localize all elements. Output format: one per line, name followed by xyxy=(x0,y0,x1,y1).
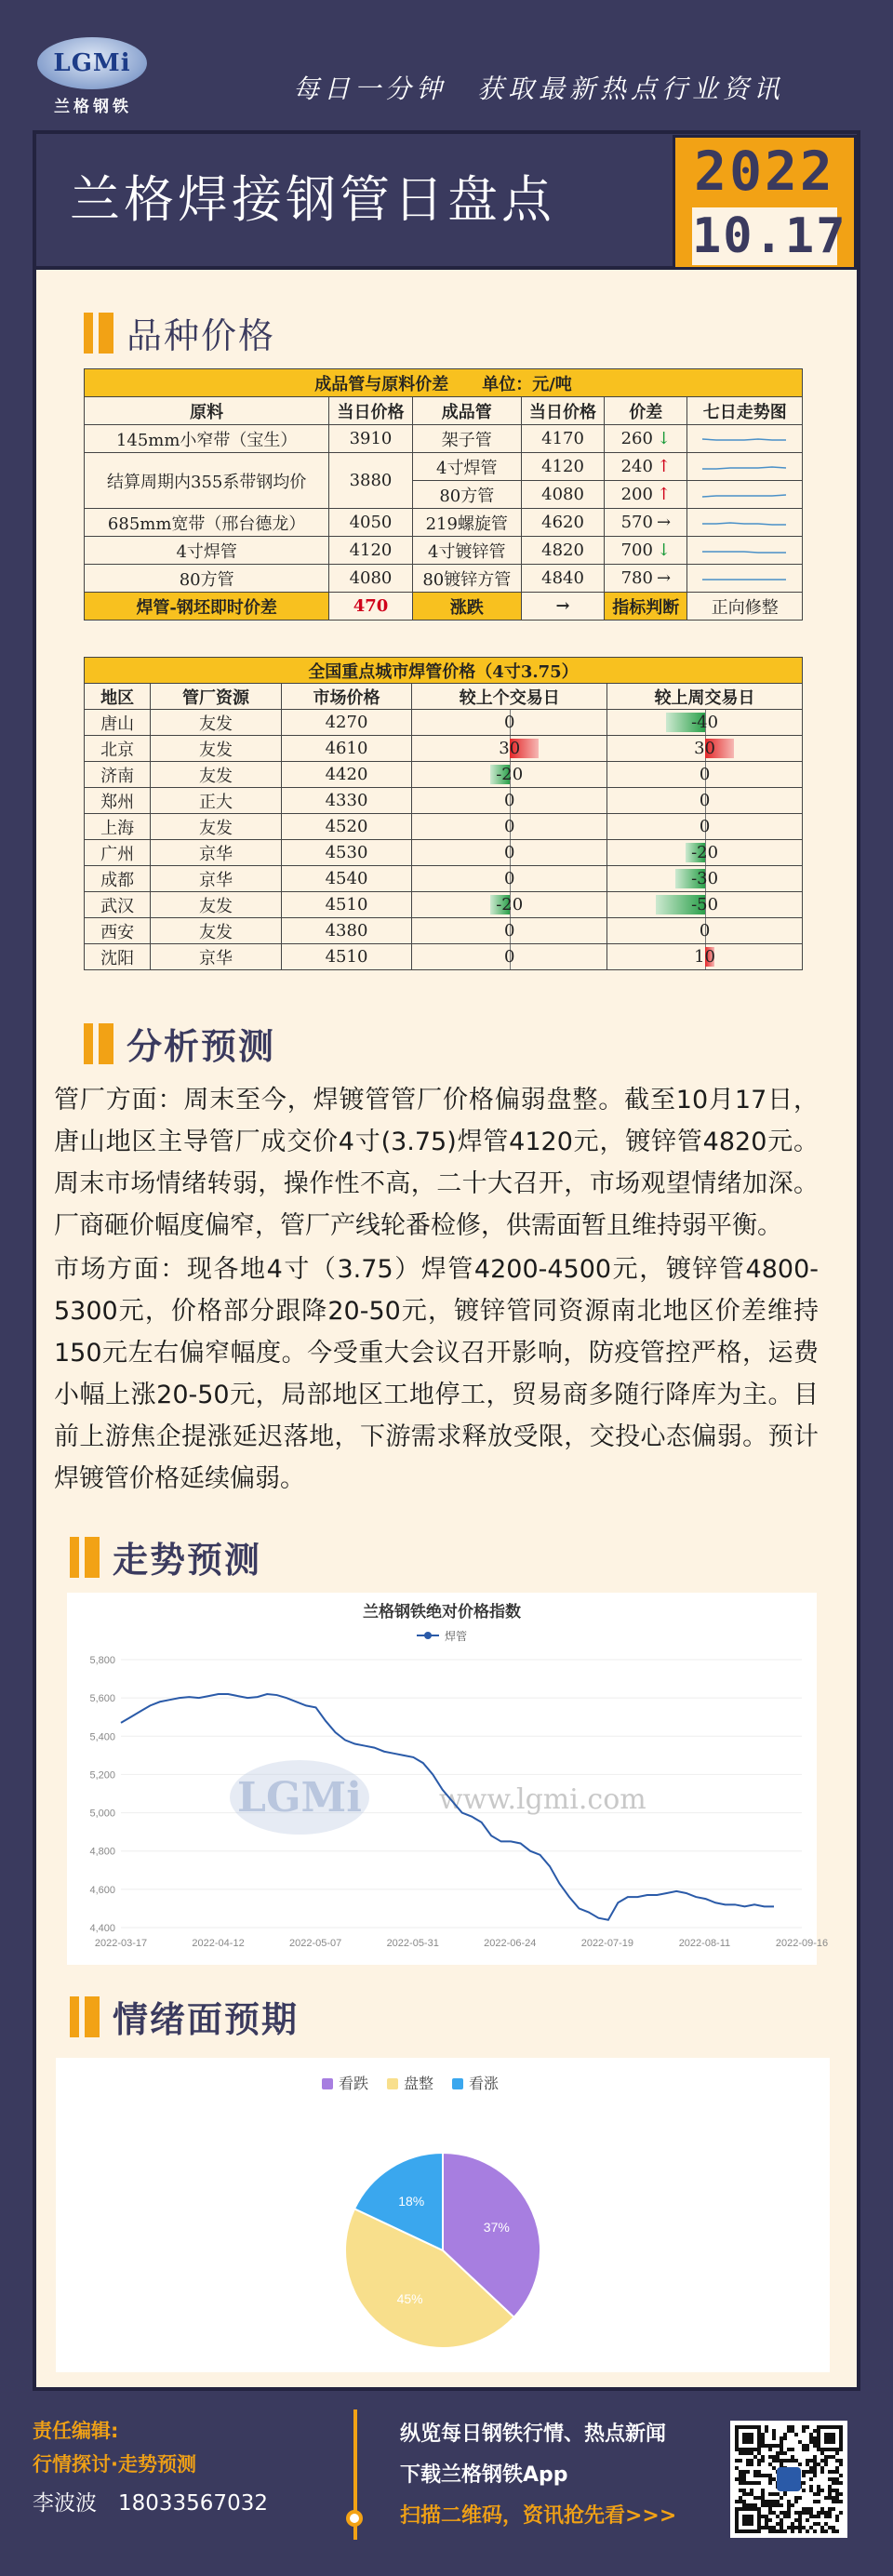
judge-value: 正向修整 xyxy=(687,593,803,621)
market-price: 4420 xyxy=(281,762,412,788)
product: 80镀锌方管 xyxy=(412,565,521,593)
spread-value: 780 xyxy=(620,568,653,588)
raw-material: 145mm小窄带（宝生） xyxy=(85,425,329,453)
change-vs-prev-week xyxy=(607,788,803,814)
table-row xyxy=(85,425,803,453)
change-vs-prev-week xyxy=(607,840,803,866)
slice-label: 45% xyxy=(396,2291,423,2307)
section-trend-header xyxy=(70,1531,261,1582)
promo-line-3[interactable]: 扫描二维码，资讯抢先看>>> xyxy=(400,2504,677,2528)
change-value: → xyxy=(521,593,604,621)
raw-material: 结算周期内355系带钢均价 xyxy=(85,453,329,509)
change-value: 30 xyxy=(694,739,716,758)
change-vs-prev-day xyxy=(412,814,607,840)
column-header: 地区 xyxy=(85,684,151,710)
sparkline-graphic xyxy=(699,571,792,586)
legend-label: 盘整 xyxy=(404,2076,434,2092)
change-label: 涨跌 xyxy=(412,593,521,621)
trend-arrow-icon: ↓ xyxy=(656,429,672,448)
footer-editor xyxy=(33,2414,268,2520)
section-sentiment-header xyxy=(70,1991,299,2042)
pie-chart xyxy=(56,2058,830,2372)
date: 10.17 xyxy=(692,208,847,264)
change-value: 0 xyxy=(503,947,515,967)
x-tick-label: 2022-07-19 xyxy=(580,1938,633,1949)
sparkline xyxy=(687,481,803,509)
mill-resource: 京华 xyxy=(151,840,282,866)
page-title: 兰格焊接钢管日盘点 xyxy=(70,170,555,229)
slice-label: 18% xyxy=(398,2193,425,2209)
change-vs-prev-week xyxy=(607,918,803,944)
change-value: -20 xyxy=(691,843,719,862)
change-vs-prev-week xyxy=(607,866,803,892)
product: 架子管 xyxy=(412,425,521,453)
product: 4寸焊管 xyxy=(412,453,521,481)
paragraph-market: 市场方面：现各地4寸（3.75）焊管4200-4500元，镀锌管4800-5300元，价格部分跟降20-50元，镀锌管同资源南北地区价差维持150元左右偏窄幅度。今受重大会议召开影响，防疫管控严格，运费小幅上涨20-50元，局部地区工地停工，贸易商多随行降库为主。目前上游焦企提涨延迟落地，下游需求释放受限，交投心态偏弱。预计焊镀管价格延续偏弱。 xyxy=(54,1255,819,1493)
market-price: 4510 xyxy=(281,892,412,918)
x-tick-label: 2022-04-12 xyxy=(192,1938,245,1949)
legend-swatch xyxy=(452,2078,463,2089)
change-value: 0 xyxy=(699,765,711,784)
raw-price: 3910 xyxy=(329,425,412,453)
trend-arrow-icon: ↓ xyxy=(656,541,672,560)
column-header: 当日价格 xyxy=(521,397,604,425)
watermark-logo-text: LGMi xyxy=(237,1774,362,1822)
table-caption: 成品管与原料价差 单位：元/吨 xyxy=(85,369,803,397)
chart-title: 兰格钢铁绝对价格指数 xyxy=(363,1603,521,1621)
y-tick-label: 5,600 xyxy=(89,1693,115,1705)
table-row xyxy=(85,537,803,565)
market-price: 4610 xyxy=(281,736,412,762)
spread xyxy=(605,481,687,509)
change-value: 0 xyxy=(699,817,711,836)
spread-value: 200 xyxy=(620,485,653,504)
y-tick-label: 5,200 xyxy=(89,1769,115,1782)
city: 上海 xyxy=(85,814,151,840)
table-row xyxy=(85,736,803,762)
line-chart-panel xyxy=(67,1593,829,1965)
raw-price: 3880 xyxy=(329,453,412,509)
legend-label: 焊管 xyxy=(445,1630,468,1643)
sparkline xyxy=(687,425,803,453)
qr-code-graphic xyxy=(730,2421,847,2538)
city: 沈阳 xyxy=(85,944,151,970)
change-value: 0 xyxy=(503,921,515,941)
x-tick-label: 2022-03-17 xyxy=(94,1938,148,1949)
change-value: 0 xyxy=(503,817,515,836)
change-vs-prev-day xyxy=(412,840,607,866)
product-price: 4080 xyxy=(521,481,604,509)
change-value: 30 xyxy=(499,739,521,758)
trend-arrow-icon: ↑ xyxy=(656,485,672,504)
table-row xyxy=(85,866,803,892)
product-price: 4840 xyxy=(521,565,604,593)
watermark-url: www.lgmi.com xyxy=(439,1783,646,1816)
section-title: 走势预测 xyxy=(113,1540,262,1581)
mill-resource: 京华 xyxy=(151,866,282,892)
market-price: 4520 xyxy=(281,814,412,840)
change-vs-prev-day xyxy=(412,736,607,762)
sparkline-graphic xyxy=(699,432,792,447)
table-row xyxy=(85,814,803,840)
city: 济南 xyxy=(85,762,151,788)
column-header: 较上周交易日 xyxy=(607,684,803,710)
x-tick-label: 2022-05-31 xyxy=(386,1938,439,1949)
x-tick-label: 2022-05-07 xyxy=(289,1938,342,1949)
city: 广州 xyxy=(85,840,151,866)
column-header: 较上个交易日 xyxy=(412,684,607,710)
mill-resource: 友发 xyxy=(151,762,282,788)
logo-cn: 兰格钢铁 xyxy=(54,98,132,116)
change-vs-prev-week xyxy=(607,736,803,762)
x-tick-label: 2022-08-11 xyxy=(678,1938,731,1949)
sparkline xyxy=(687,537,803,565)
change-vs-prev-day xyxy=(412,710,607,736)
table-row xyxy=(85,892,803,918)
change-vs-prev-week xyxy=(607,892,803,918)
section-analysis-header xyxy=(84,1018,275,1069)
footer-promo xyxy=(400,2414,676,2537)
mill-resource: 京华 xyxy=(151,944,282,970)
change-value: 0 xyxy=(503,791,515,810)
column-header: 七日走势图 xyxy=(687,397,803,425)
spread xyxy=(605,537,687,565)
table-row xyxy=(85,453,803,481)
product: 219螺旋管 xyxy=(412,509,521,537)
y-tick-label: 5,800 xyxy=(89,1655,115,1666)
column-header: 管厂资源 xyxy=(151,684,282,710)
change-vs-prev-day xyxy=(412,918,607,944)
spread xyxy=(605,509,687,537)
logo-mark: LGMi xyxy=(37,37,147,89)
legend-label: 看涨 xyxy=(469,2076,500,2092)
column-header: 市场价格 xyxy=(281,684,412,710)
sparkline xyxy=(687,453,803,481)
spread xyxy=(605,565,687,593)
change-vs-prev-week xyxy=(607,944,803,970)
editor-topics: 行情探讨·走势预测 xyxy=(33,2453,196,2476)
market-price: 4380 xyxy=(281,918,412,944)
market-price: 4530 xyxy=(281,840,412,866)
change-value: 10 xyxy=(694,947,716,967)
trend-arrow-icon: → xyxy=(656,513,672,532)
x-tick-label: 2022-09-16 xyxy=(775,1938,829,1949)
raw-price: 4050 xyxy=(329,509,412,537)
sparkline xyxy=(687,565,803,593)
change-value: -40 xyxy=(691,713,719,732)
pie-chart-panel xyxy=(56,2058,830,2372)
table-row xyxy=(85,565,803,593)
change-vs-prev-day xyxy=(412,788,607,814)
change-vs-prev-week xyxy=(607,814,803,840)
raw-material: 4寸焊管 xyxy=(85,537,329,565)
change-vs-prev-week xyxy=(607,762,803,788)
y-tick-label: 4,800 xyxy=(89,1846,115,1858)
spread xyxy=(605,425,687,453)
raw-price: 4120 xyxy=(329,537,412,565)
mill-resource: 友发 xyxy=(151,710,282,736)
qr-center-logo xyxy=(777,2467,801,2491)
column-header: 当日价格 xyxy=(329,397,412,425)
summary-label: 焊管-钢坯即时价差 xyxy=(85,593,329,621)
spread xyxy=(605,453,687,481)
y-tick-label: 5,400 xyxy=(89,1731,115,1743)
column-header: 原料 xyxy=(85,397,329,425)
change-vs-prev-day xyxy=(412,866,607,892)
change-value: 0 xyxy=(503,869,515,888)
change-value: 0 xyxy=(699,791,711,810)
analysis-text xyxy=(54,1079,819,1502)
mill-resource: 正大 xyxy=(151,788,282,814)
lgmi-logo xyxy=(37,37,149,121)
editor-name: 李波波 18033567032 xyxy=(33,2491,268,2516)
change-value: -50 xyxy=(691,895,719,914)
judge-label: 指标判断 xyxy=(605,593,687,621)
change-vs-prev-day xyxy=(412,762,607,788)
change-value: -20 xyxy=(496,895,524,914)
change-value: -20 xyxy=(496,765,524,784)
sparkline-graphic xyxy=(699,460,792,474)
city-price-table xyxy=(84,657,803,970)
slice-label: 37% xyxy=(483,2219,510,2235)
city: 北京 xyxy=(85,736,151,762)
city: 成都 xyxy=(85,866,151,892)
raw-material: 80方管 xyxy=(85,565,329,593)
product: 4寸镀锌管 xyxy=(412,537,521,565)
column-header: 价差 xyxy=(605,397,687,425)
change-vs-prev-week xyxy=(607,710,803,736)
legend-swatch xyxy=(387,2078,398,2089)
table-row xyxy=(85,509,803,537)
sparkline-graphic xyxy=(699,515,792,530)
sparkline xyxy=(687,509,803,537)
spread-value: 260 xyxy=(620,429,653,448)
price-spread-table xyxy=(84,368,803,621)
sparkline-graphic xyxy=(699,487,792,502)
table-row xyxy=(85,918,803,944)
legend-marker xyxy=(424,1632,432,1639)
promo-line-1: 纵览每日钢铁行情、热点新闻 xyxy=(400,2423,667,2446)
y-tick-label: 5,000 xyxy=(89,1808,115,1820)
city: 唐山 xyxy=(85,710,151,736)
year: 2022 xyxy=(694,140,835,203)
product-price: 4620 xyxy=(521,509,604,537)
section-title: 情绪面预期 xyxy=(113,1999,300,2040)
mill-resource: 友发 xyxy=(151,892,282,918)
trend-arrow-icon: → xyxy=(656,568,672,588)
table-row xyxy=(85,944,803,970)
change-vs-prev-day xyxy=(412,892,607,918)
market-price: 4510 xyxy=(281,944,412,970)
raw-material: 685mm宽带（邢台德龙） xyxy=(85,509,329,537)
section-title: 分析预测 xyxy=(127,1026,276,1067)
city: 武汉 xyxy=(85,892,151,918)
change-value: 0 xyxy=(699,921,711,941)
market-price: 4330 xyxy=(281,788,412,814)
sparkline-graphic xyxy=(699,543,792,558)
table-caption: 全国重点城市焊管价格（4寸3.75） xyxy=(85,658,803,684)
spread-value: 700 xyxy=(620,541,653,560)
spread-value: 570 xyxy=(620,513,653,532)
summary-row xyxy=(85,593,803,621)
product-price: 4170 xyxy=(521,425,604,453)
mill-resource: 友发 xyxy=(151,736,282,762)
table-row xyxy=(85,762,803,788)
change-value: 0 xyxy=(503,843,515,862)
slogan: 每日一分钟 获取最新热点行业资讯 xyxy=(293,73,785,104)
mill-resource: 友发 xyxy=(151,918,282,944)
market-price: 4540 xyxy=(281,866,412,892)
x-tick-label: 2022-06-24 xyxy=(484,1938,537,1949)
table-row xyxy=(85,840,803,866)
raw-price: 4080 xyxy=(329,565,412,593)
date-badge xyxy=(673,135,857,270)
legend-label: 看跌 xyxy=(339,2076,369,2092)
section-prices-header xyxy=(84,307,275,358)
y-tick-label: 4,400 xyxy=(89,1923,115,1934)
section-title: 品种价格 xyxy=(127,315,276,356)
line-chart xyxy=(67,1593,829,1965)
timeline-dot xyxy=(346,2510,363,2527)
product-price: 4120 xyxy=(521,453,604,481)
product: 80方管 xyxy=(412,481,521,509)
qr-code[interactable] xyxy=(730,2421,847,2538)
market-price: 4270 xyxy=(281,710,412,736)
paragraph-mills: 管厂方面：周末至今，焊镀管管厂价格偏弱盘整。截至10月17日，唐山地区主导管厂成交价4寸(3.75)焊管4120元，镀锌管4820元。周末市场情绪转弱，操作性不高，二十大召开，市场观望情绪加深。厂商砸价幅度偏窄，管厂产线轮番检修，供需面暂且维持弱平衡。 xyxy=(54,1086,819,1240)
editor-label: 责任编辑: xyxy=(33,2420,119,2442)
city: 郑州 xyxy=(85,788,151,814)
column-header: 成品管 xyxy=(412,397,521,425)
change-vs-prev-day xyxy=(412,944,607,970)
change-value: -30 xyxy=(691,869,719,888)
summary-value: 470 xyxy=(329,593,412,621)
table-row xyxy=(85,788,803,814)
trend-arrow-icon: ↑ xyxy=(656,457,672,476)
promo-line-2: 下载兰格钢铁App xyxy=(400,2463,568,2487)
mill-resource: 友发 xyxy=(151,814,282,840)
legend-swatch xyxy=(322,2078,333,2089)
change-value: 0 xyxy=(503,713,515,732)
city: 西安 xyxy=(85,918,151,944)
y-tick-label: 4,600 xyxy=(89,1884,115,1896)
product-price: 4820 xyxy=(521,537,604,565)
spread-value: 240 xyxy=(620,457,653,476)
table-row xyxy=(85,710,803,736)
